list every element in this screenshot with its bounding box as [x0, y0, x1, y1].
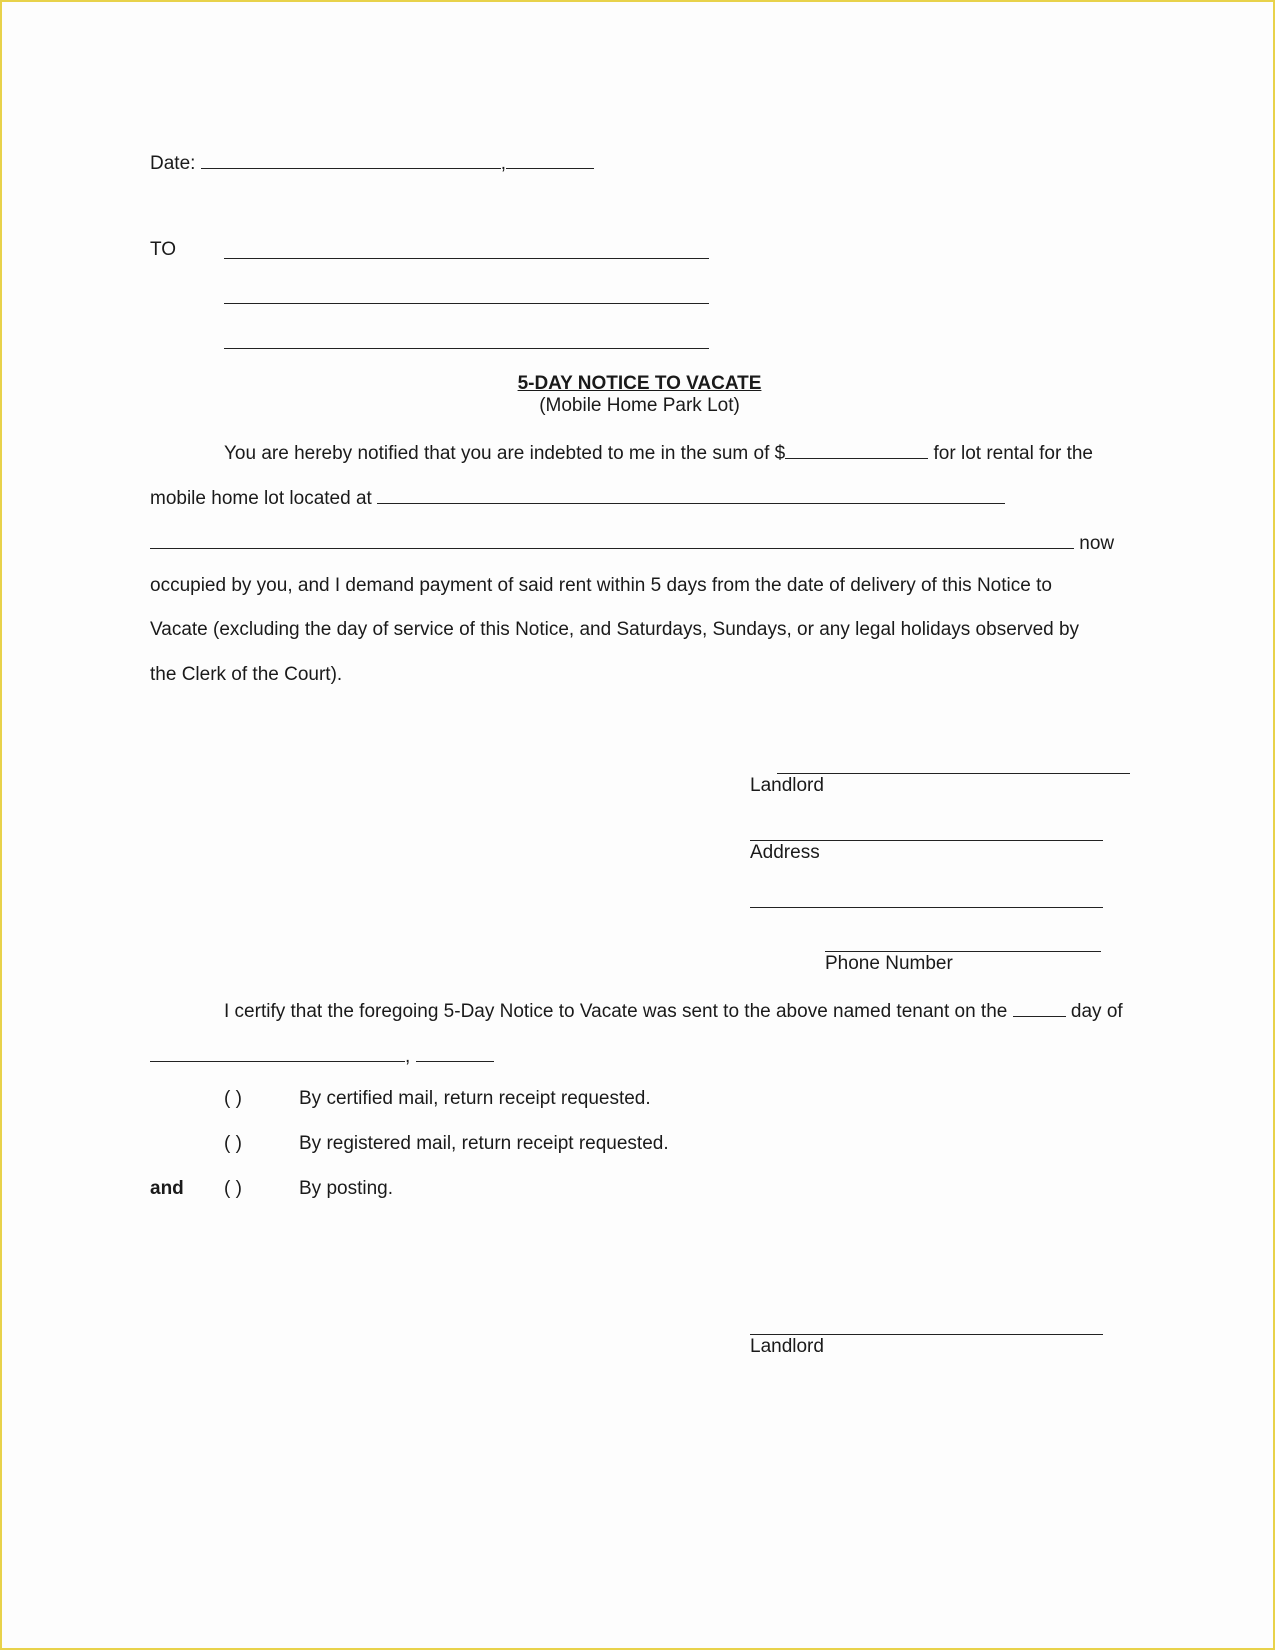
- certify-line-1-end: day of: [1070, 1001, 1123, 1022]
- method-label-registered: By registered mail, return receipt requested.: [299, 1133, 669, 1154]
- phone-label: Phone Number: [825, 953, 953, 974]
- document-subtitle: (Mobile Home Park Lot): [539, 395, 740, 416]
- address-line-2[interactable]: [750, 907, 1103, 908]
- certify-line-2: [150, 1043, 494, 1068]
- lot-location-blank[interactable]: [377, 485, 1005, 504]
- body-line-3-end: now: [1079, 533, 1115, 554]
- body-line-2: [150, 485, 1005, 510]
- method-checkbox-posting[interactable]: ( ): [224, 1178, 242, 1199]
- body-line-3: [150, 530, 1114, 555]
- body-line-4: occupied by you, and I demand payment of said rent within 5 days from the date of delivery of this Notice to: [150, 575, 1052, 596]
- address-line-1[interactable]: [750, 840, 1103, 841]
- to-label: TO: [150, 239, 177, 260]
- date-label: Date:: [150, 153, 196, 174]
- date-blank[interactable]: [201, 150, 501, 169]
- body-line-1-end: for lot rental for the: [933, 443, 1093, 464]
- to-name-line[interactable]: [224, 258, 709, 259]
- method-label-certified: By certified mail, return receipt requested.: [299, 1088, 651, 1109]
- method-checkbox-certified[interactable]: ( ): [224, 1088, 242, 1109]
- body-line-1-start: You are hereby notified that you are indebted to me in the sum of $: [224, 443, 786, 464]
- body-line-2-start: mobile home lot located at: [150, 488, 372, 509]
- landlord-label: Landlord: [750, 775, 824, 796]
- certify-day-blank[interactable]: [1013, 998, 1066, 1017]
- certify-month-blank[interactable]: [150, 1043, 405, 1062]
- address-label: Address: [750, 842, 820, 863]
- phone-line[interactable]: [825, 951, 1101, 952]
- year-blank[interactable]: [506, 150, 594, 169]
- certify-line-1: [224, 998, 1123, 1023]
- amount-blank[interactable]: [785, 440, 928, 459]
- bottom-landlord-signature-line[interactable]: [750, 1334, 1103, 1335]
- certify-comma: ,: [405, 1046, 411, 1067]
- landlord-signature-line[interactable]: [777, 773, 1130, 774]
- method-checkbox-registered[interactable]: ( ): [224, 1133, 242, 1154]
- body-line-6: the Clerk of the Court).: [150, 664, 343, 685]
- bottom-landlord-label: Landlord: [750, 1336, 824, 1357]
- certify-year-blank[interactable]: [416, 1043, 494, 1062]
- date-row: [150, 150, 594, 175]
- method-label-posting: By posting.: [299, 1178, 393, 1199]
- and-label: and: [150, 1178, 184, 1199]
- date-comma: ,: [500, 153, 506, 174]
- certify-line-1-start: I certify that the foregoing 5-Day Notice to Vacate was sent to the above named tenant on the: [224, 1001, 1008, 1022]
- body-line-5: Vacate (excluding the day of service of this Notice, and Saturdays, Sundays, or any legal holidays observed by: [150, 619, 1080, 640]
- to-address-line-1[interactable]: [224, 303, 709, 304]
- document-title: 5-DAY NOTICE TO VACATE: [517, 373, 762, 394]
- body-line-1: [224, 440, 1093, 465]
- to-address-line-2[interactable]: [224, 348, 709, 349]
- lot-location-blank-2[interactable]: [150, 530, 1074, 549]
